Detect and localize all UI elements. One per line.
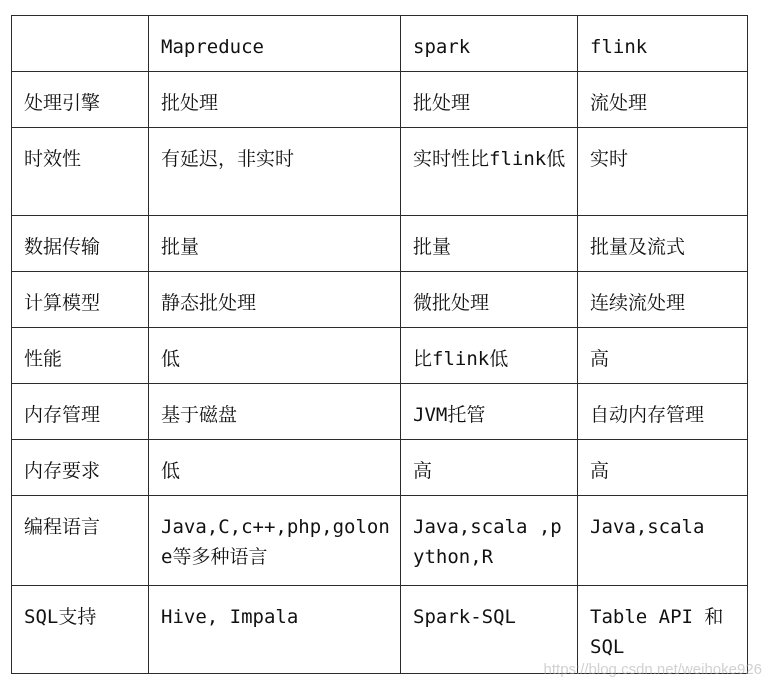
table-cell: 静态批处理 (149, 272, 401, 328)
table-cell: 连续流处理 (578, 272, 748, 328)
table-cell: Spark-SQL (401, 586, 578, 674)
header-cell-flink: flink (578, 16, 748, 72)
table-cell: Java,scala ,python,R (401, 496, 578, 586)
row-label-cell: 性能 (12, 328, 149, 384)
table-cell: 基于磁盘 (149, 384, 401, 440)
table-cell: 低 (149, 328, 401, 384)
table-cell: 高 (578, 328, 748, 384)
table-cell: 自动内存管理 (578, 384, 748, 440)
table-row (12, 272, 748, 328)
table-row (12, 128, 748, 216)
table-cell: 批处理 (149, 72, 401, 128)
table-cell: 批处理 (401, 72, 578, 128)
row-label-cell: SQL支持 (12, 586, 149, 674)
table-cell: 实时性比flink低 (401, 128, 578, 216)
header-corner-cell (12, 16, 149, 72)
row-label-cell: 内存管理 (12, 384, 149, 440)
table-cell: 低 (149, 440, 401, 496)
table-cell: Hive, Impala (149, 586, 401, 674)
row-label-cell: 编程语言 (12, 496, 149, 586)
header-cell-mapreduce: Mapreduce (149, 16, 401, 72)
table-cell: 批量及流式 (578, 216, 748, 272)
watermark-text: https://blog.csdn.net/weihoke926 (543, 661, 762, 678)
table-cell: Java,C,c++,php,golone等多种语言 (149, 496, 401, 586)
table-cell: 有延迟，非实时 (149, 128, 401, 216)
table-cell: 批量 (149, 216, 401, 272)
table-row (12, 216, 748, 272)
table-row (12, 328, 748, 384)
table-row (12, 440, 748, 496)
row-label-cell: 内存要求 (12, 440, 149, 496)
table-cell: 批量 (401, 216, 578, 272)
table-row (12, 384, 748, 440)
row-label-cell: 处理引擎 (12, 72, 149, 128)
table-cell: Table API 和 SQL (578, 586, 748, 674)
row-label-cell: 数据传输 (12, 216, 149, 272)
row-label-cell: 计算模型 (12, 272, 149, 328)
table-row (12, 72, 748, 128)
table-cell: 实时 (578, 128, 748, 216)
table-cell: 高 (401, 440, 578, 496)
table-cell: 比flink低 (401, 328, 578, 384)
table-cell: 高 (578, 440, 748, 496)
header-row (12, 16, 748, 72)
table-cell: 流处理 (578, 72, 748, 128)
table-cell: JVM托管 (401, 384, 578, 440)
header-cell-spark: spark (401, 16, 578, 72)
table-cell: 微批处理 (401, 272, 578, 328)
comparison-table (11, 15, 748, 674)
row-label-cell: 时效性 (12, 128, 149, 216)
table-row (12, 496, 748, 586)
table-cell: Java,scala (578, 496, 748, 586)
